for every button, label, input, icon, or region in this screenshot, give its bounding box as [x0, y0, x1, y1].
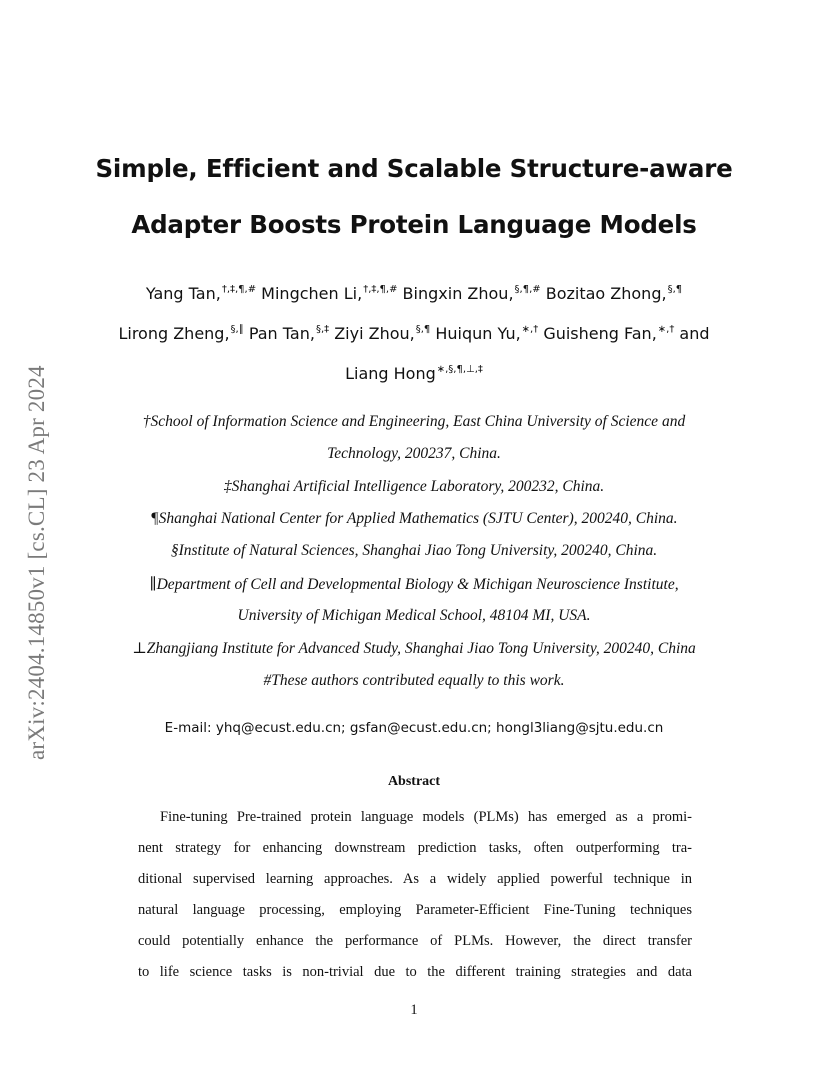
abstract-line: could potentially enhance the performance of PLMs. However, the direct transfer: [138, 933, 692, 949]
author: Ziyi Zhou,: [329, 324, 415, 343]
author-conjunction: and: [674, 324, 710, 343]
author-affiliation-marks: ∗,§,¶,⊥,‡: [436, 364, 483, 375]
author-affiliation-marks: ∗,†: [521, 324, 539, 335]
affiliation-line: University of Michigan Medical School, 48104 MI, USA.: [237, 607, 591, 624]
author-affiliation-marks: †,‡,¶,#: [363, 284, 398, 295]
author-affiliation-marks: †,‡,¶,#: [221, 284, 257, 295]
equal-contribution-note: #These authors contributed equally to this work.: [263, 672, 565, 689]
abstract-line: nent strategy for enhancing downstream prediction tasks, often outperforming tra-: [138, 840, 692, 856]
author: Mingchen Li,: [256, 284, 363, 303]
paper-title-line-1: Simple, Efficient and Scalable Structure-aware: [95, 154, 733, 183]
affiliation-line: †School of Information Science and Engineering, East China University of Science and: [142, 413, 686, 430]
paper-title-line-2: Adapter Boosts Protein Language Models: [131, 210, 697, 239]
author-affiliation-marks: §,¶: [667, 284, 683, 295]
contact-email: E-mail: yhq@ecust.edu.cn; gsfan@ecust.edu.cn; hongl3liang@sjtu.edu.cn: [164, 720, 664, 736]
abstract-line: Fine-tuning Pre-trained protein language models (PLMs) has emerged as a promi-: [160, 809, 692, 825]
author-affiliation-marks: §,¶,#: [514, 284, 541, 295]
affiliation-line: §Institute of Natural Sciences, Shanghai Jiao Tong University, 200240, China.: [170, 542, 658, 559]
author: Liang Hong: [345, 364, 436, 383]
affiliation-line: ‡Shanghai Artificial Intelligence Laboratory, 200232, China.: [223, 478, 605, 495]
affiliation-line: ⊥Zhangjiang Institute for Advanced Study, Shanghai Jiao Tong University, 200240, China: [132, 640, 696, 657]
affiliation-line: Technology, 200237, China.: [327, 445, 501, 462]
abstract-line: to life science tasks is non-trivial due to the different training strategies and data: [138, 964, 692, 980]
author-affiliation-marks: ∗,†: [657, 324, 675, 335]
author: Pan Tan,: [243, 324, 315, 343]
abstract-heading: Abstract: [387, 774, 441, 789]
author-affiliation-marks: §,‡: [315, 324, 330, 335]
affiliation-line: ∥Department of Cell and Developmental Biology & Michigan Neuroscience Institute,: [149, 576, 679, 593]
author: Bingxin Zhou,: [397, 284, 514, 303]
author: Huiqun Yu,: [430, 324, 521, 343]
author-affiliation-marks: §,∥: [230, 324, 244, 335]
affiliation-line: ¶Shanghai National Center for Applied Mathematics (SJTU Center), 200240, China.: [150, 510, 678, 527]
author: Yang Tan,: [145, 284, 221, 303]
author-affiliation-marks: §,¶: [415, 324, 431, 335]
arxiv-identifier: arXiv:2404.14850v1 [cs.CL] 23 Apr 2024: [24, 365, 49, 760]
abstract-line: ditional supervised learning approaches. As a widely applied powerful technique in: [138, 871, 692, 887]
author-line-3: [0, 364, 828, 383]
author-line-2: [0, 324, 828, 343]
author-line-1: [0, 284, 828, 303]
abstract-line: natural language processing, employing Parameter-Efficient Fine-Tuning techniques: [138, 902, 692, 918]
author: Guisheng Fan,: [538, 324, 657, 343]
author: Bozitao Zhong,: [540, 284, 667, 303]
author: Lirong Zheng,: [118, 324, 230, 343]
page-number: 1: [410, 1002, 418, 1018]
